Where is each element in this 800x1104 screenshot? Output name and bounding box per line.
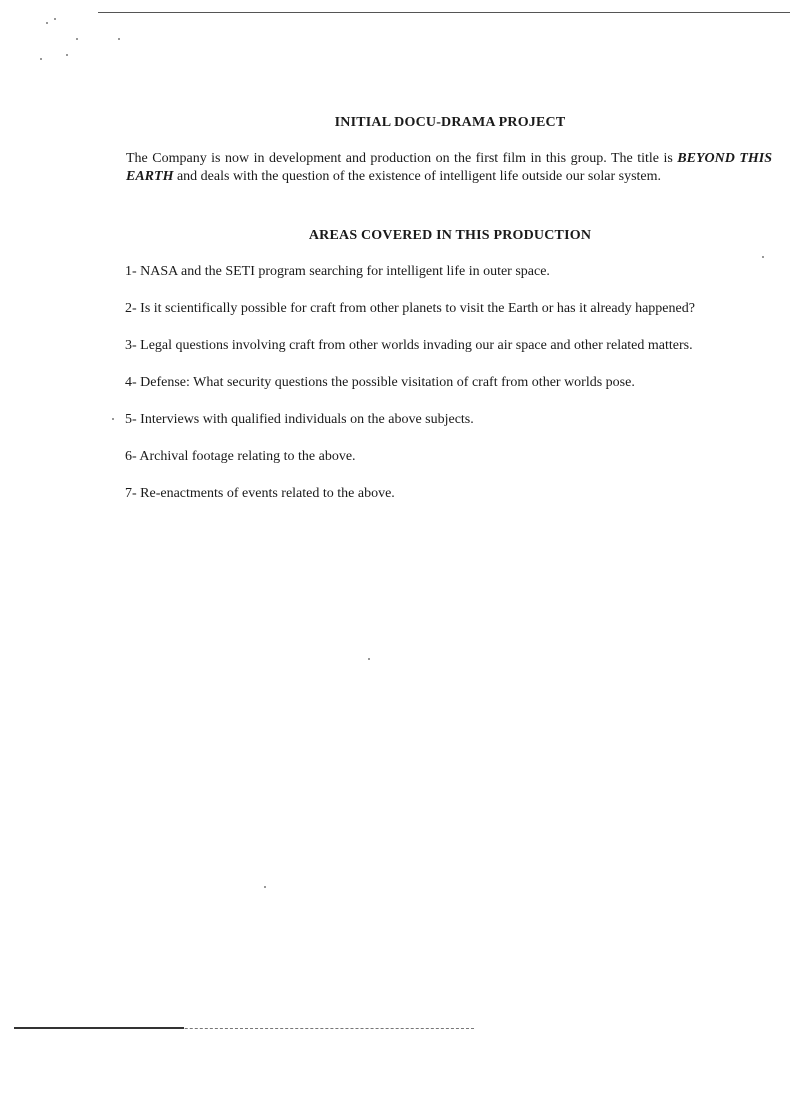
scan-speck (264, 886, 266, 888)
areas-list (125, 263, 785, 522)
scan-speck (76, 38, 78, 40)
list-item: 4- Defense: What security questions the possible visitation of craft from other worlds pose. (125, 375, 635, 390)
areas-subheading: AREAS COVERED IN THIS PRODUCTION (308, 228, 592, 243)
intro-paragraph (126, 150, 772, 186)
intro-text-after-title: and deals with the question of the existence of intelligent life outside our solar system. (173, 169, 662, 184)
list-item: 2- Is it scientifically possible for craft from other planets to visit the Earth or has it already happened? (125, 301, 695, 316)
scan-speck (54, 18, 56, 20)
list-item: 3- Legal questions involving craft from other worlds invading our air space and other related matters. (125, 338, 693, 353)
scan-speck (118, 38, 120, 40)
scan-speck (40, 58, 42, 60)
scan-artifact-top-line (98, 12, 790, 13)
list-item: 7- Re-enactments of events related to the above. (125, 486, 395, 501)
intro-text-before-title: The Company is now in development and production on the first film in this group. The title is (126, 151, 678, 166)
scan-speck (66, 54, 68, 56)
scan-speck (368, 658, 370, 660)
list-item: 5- Interviews with qualified individuals on the above subjects. (125, 412, 474, 427)
document-heading: INITIAL DOCU-DRAMA PROJECT (334, 115, 566, 130)
scan-artifact-bottom-solid-line (14, 1027, 184, 1029)
scan-speck (46, 22, 48, 24)
list-item: 6- Archival footage relating to the above. (125, 449, 356, 464)
scan-speck (112, 418, 114, 420)
list-item: 1- NASA and the SETI program searching for intelligent life in outer space. (125, 264, 550, 279)
scan-speck (762, 256, 764, 258)
film-title: BEYOND THIS EARTH (126, 151, 772, 184)
